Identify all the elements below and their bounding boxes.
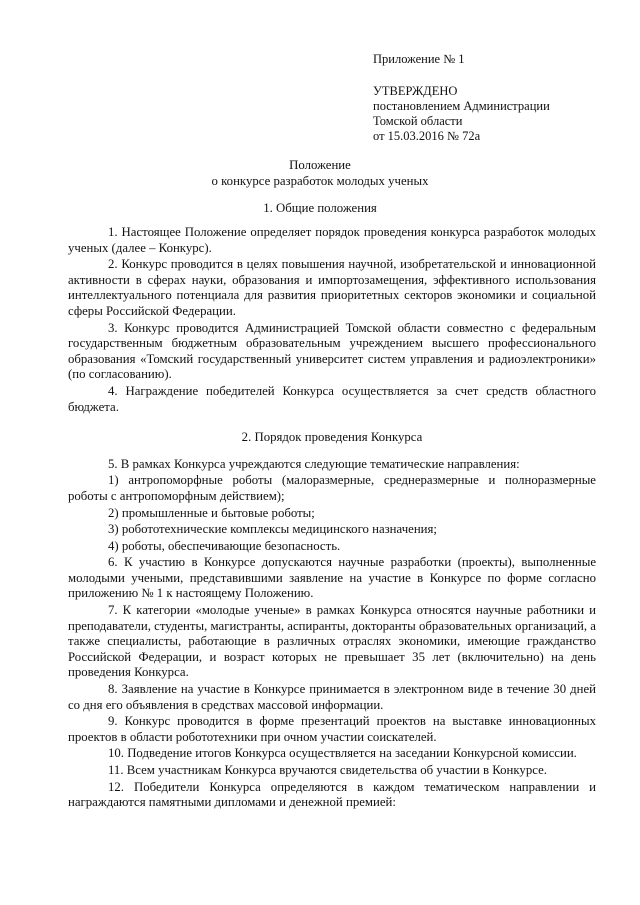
- approval-line-1: постановлением Администрации: [373, 99, 550, 113]
- approval-line-3: от 15.03.2016 № 72а: [373, 129, 481, 143]
- document-subtitle: о конкурсе разработок молодых ученых: [211, 174, 429, 188]
- paragraph-5: 5. В рамках Конкурса учреждаются следующие тематические направления:: [108, 456, 520, 471]
- approved-stamp: УТВЕРЖДЕНО: [373, 84, 458, 98]
- paragraph-2: 2. Конкурс проводится в целях повышения научной, изобретательской и инновационной активности в сферах науки, образования и импортозамещения, эффективного использования интеллектуального потенциала для развития приоритетных секторов экономики и социальной сферы Российской Федерации.: [68, 257, 596, 318]
- paragraph-11: 11. Всем участникам Конкурса вручаются свидетельства об участии в Конкурсе.: [108, 763, 547, 777]
- list-item-3: 3) робототехнические комплексы медицинского назначения;: [108, 522, 437, 537]
- paragraph-7: 7. К категории «молодые ученые» в рамках Конкурса относятся научные работники и преподаватели, студенты, магистранты, аспиранты, докторанты образовательных организаций, а также специалисты, работающие в различных отраслях экономики, имеющие гражданство Российской Федерации, и возраст которых не превышает 35 лет (включительно) на день проведения Конкурса.: [68, 603, 596, 680]
- paragraph-4: 4. Награждение победителей Конкурса осуществляется за счет средств областного бюджета.: [68, 383, 596, 414]
- document-title: Положение: [289, 158, 351, 172]
- approval-line-2: Томской области: [373, 114, 463, 128]
- document-body: [68, 225, 596, 812]
- appendix-label: Приложение № 1: [373, 52, 465, 66]
- paragraph-10: 10. Подведение итогов Конкурса осуществляется на заседании Конкурсной комиссии.: [108, 746, 577, 761]
- paragraph-8: 8. Заявление на участие в Конкурсе принимается в электронном виде в течение 30 дней со дня его объявления в средствах массовой информации.: [68, 682, 596, 712]
- list-item-2: 2) промышленные и бытовые роботы;: [108, 505, 315, 520]
- paragraph-1: 1. Настоящее Положение определяет порядок проведения конкурса разработок молодых ученых (далее – Конкурс).: [68, 225, 596, 255]
- list-item-1: 1) антропоморфные роботы (малоразмерные, среднеразмерные и полноразмерные роботы с антропоморфным действием);: [68, 473, 596, 503]
- section-2-heading: 2. Порядок проведения Конкурса: [241, 430, 423, 445]
- paragraph-12: 12. Победители Конкурса определяются в каждом тематическом направлении и награждаются памятными дипломами и денежной премией:: [68, 779, 596, 810]
- paragraph-9: 9. Конкурс проводится в форме презентаций проектов на выставке инновационных проектов в области робототехники при очном участии соискателей.: [68, 714, 596, 744]
- paragraph-3: 3. Конкурс проводится Администрацией Томской области совместно с федеральным государственным бюджетным образовательным учреждением высшего профессионального образования «Томский государственный университет систем управления и радиоэлектроники» (по согласованию).: [68, 320, 596, 382]
- list-item-4: 4) роботы, обеспечивающие безопасность.: [108, 538, 341, 553]
- paragraph-6: 6. К участию в Конкурсе допускаются научные разработки (проекты), выполненные молодыми учеными, представившими заявление на участие в Конкурсе по форме согласно приложению № 1 к настоящему Положению.: [68, 555, 596, 601]
- section-1-heading: 1. Общие положения: [263, 201, 377, 215]
